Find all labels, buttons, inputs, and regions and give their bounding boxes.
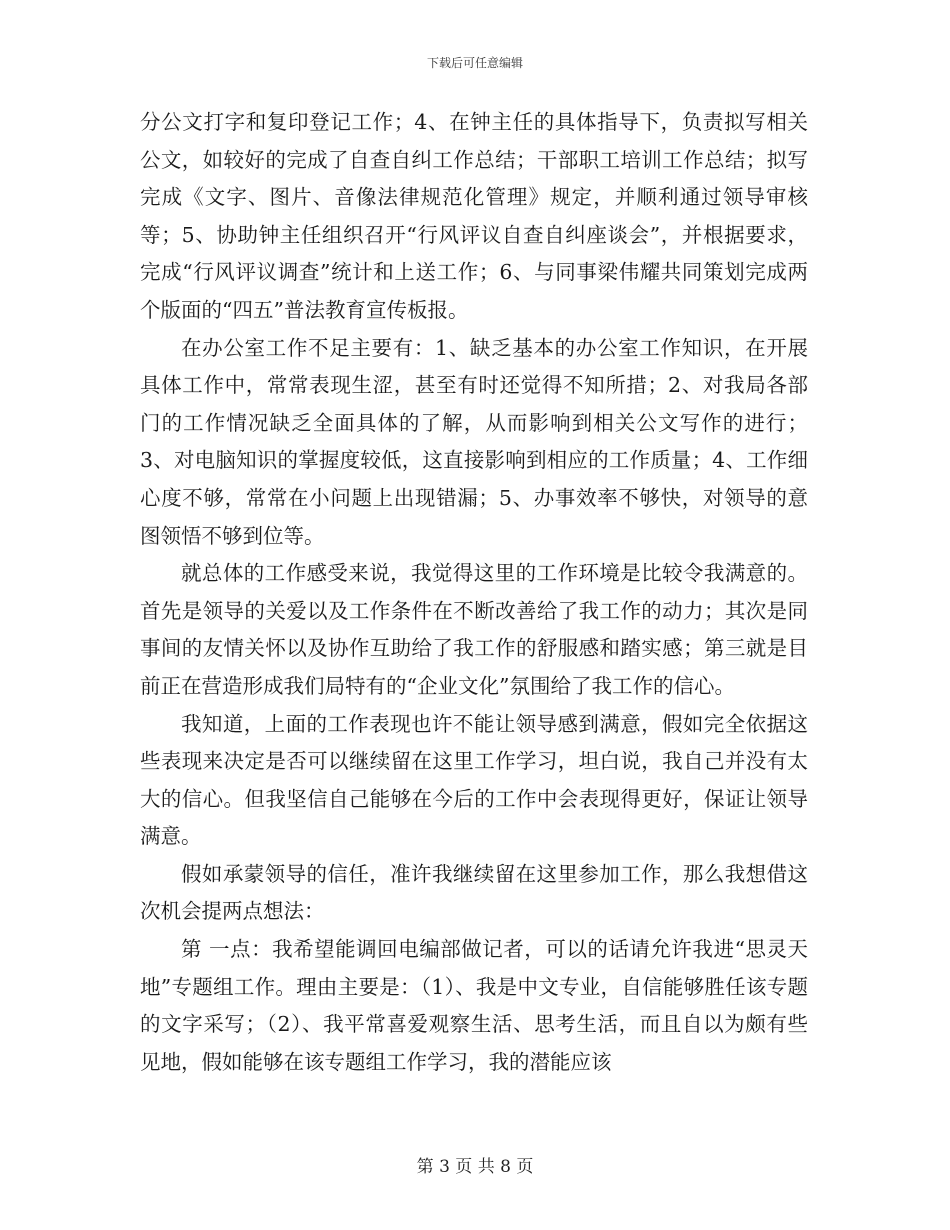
document-body — [140, 104, 808, 1081]
page-number-footer: 第 3 页 共 8 页 — [416, 1157, 534, 1177]
paragraph-1: 分公文打字和复印登记工作；4、在钟主任的具体指导下，负责拟写相关公文，如较好的完成了自查自纠工作总结；干部职工培训工作总结；拟写完成《文字、图片、音像法律规范化管理》规定，并顺利通过领导审核等；5、协助钟主任组织召开“行风评议自查自纠座谈会”，并根据要求，完成“行风评议调查”统计和上送工作；6、与同事梁伟耀共同策划完成两个版面的“四五”普法教育宣传板报。 — [140, 110, 808, 322]
paragraph-6: 第 一点：我希望能调回电编部做记者，可以的话请允许我进“思灵天地”专题组工作。理由主要是：（1）、我是中文专业，自信能够胜任该专题的文字采写；（2）、我平常喜爱观察生活、思考生活，而且自以为颇有些见地，假如能够在该专题组工作学习，我的潜能应该 — [140, 937, 808, 1074]
paragraph-4: 我知道，上面的工作表现也许不能让领导感到满意，假如完全依据这些表现来决定是否可以继续留在这里工作学习，坦白说，我自己并没有太大的信心。但我坚信自己能够在今后的工作中会表现得更好，保证让领导满意。 — [140, 711, 808, 849]
page-header: 下载后可任意编辑 — [426, 56, 523, 70]
paragraph-5: 假如承蒙领导的信任，准许我继续留在这里参加工作，那么我想借这次机会提两点想法： — [140, 861, 808, 924]
paragraph-2: 在办公室工作不足主要有：1、缺乏基本的办公室工作知识，在开展具体工作中，常常表现生涩，甚至有时还觉得不知所措；2、对我局各部门的工作情况缺乏全面具体的了解，从而影响到相关公文写作的进行；3、对电脑知识的掌握度较低，这直接影响到相应的工作质量；4、工作细心度不够，常常在小问题上出现错漏；5、办事效率不够快，对领导的意图领悟不够到位等。 — [140, 335, 808, 548]
paragraph-3: 就总体的工作感受来说，我觉得这里的工作环境是比较令我满意的。首先是领导的关爱以及工作条件在不断改善给了我工作的动力；其次是同事间的友情关怀以及协作互助给了我工作的舒服感和踏实感；第三就是目前正在营造形成我们局特有的“企业文化”氛围给了我工作的信心。 — [140, 561, 808, 698]
